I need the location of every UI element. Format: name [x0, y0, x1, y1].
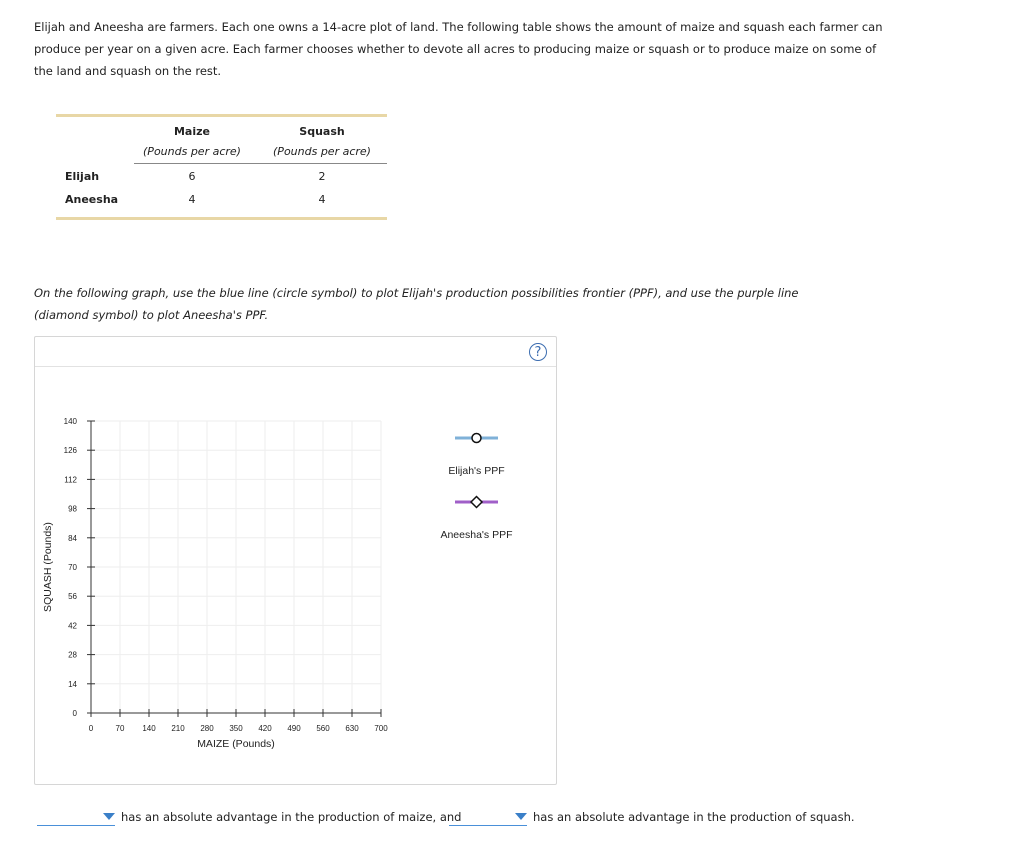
- legend-label: Aneesha's PPF: [440, 529, 513, 541]
- x-tick-label: 420: [258, 724, 272, 733]
- grid-lines: [91, 421, 381, 713]
- y-tick-label: 112: [64, 475, 77, 485]
- cell-aneesha-maize: 4: [188, 193, 196, 206]
- graph-instructions: On the following graph, use the blue line (circle symbol) to plot Elijah's production possibilities frontier (PPF), and use the purple line (diamond symbol) to plot Aneesha's PPF.: [34, 286, 799, 322]
- graph-panel: [34, 336, 557, 785]
- row-label-elijah: Elijah: [65, 170, 100, 183]
- column-header-maize: Maize: [173, 125, 210, 138]
- table-top-rule: [56, 114, 387, 117]
- legend-aneesha-ppf[interactable]: [440, 497, 512, 542]
- y-tick-label: 14: [68, 679, 77, 689]
- x-tick-label: 280: [200, 724, 214, 733]
- chevron-down-icon: [515, 813, 527, 820]
- y-tick-label: 28: [68, 650, 77, 660]
- legend: [440, 434, 512, 542]
- answer-sentence: [0, 808, 1024, 832]
- y-axis-title: SQUASH (Pounds): [42, 522, 54, 612]
- axes: [87, 421, 381, 717]
- x-tick-label: 700: [374, 724, 388, 733]
- table-bottom-rule: [56, 217, 387, 220]
- cell-elijah-maize: 6: [188, 170, 196, 183]
- diamond-marker-icon: [471, 497, 482, 508]
- x-tick-label: 70: [115, 724, 125, 733]
- x-tick-label: 140: [142, 724, 156, 733]
- x-tick-label: 560: [316, 724, 330, 733]
- y-tick-label: 42: [68, 621, 77, 631]
- cell-elijah-squash: 2: [318, 170, 326, 183]
- table-header-rule: [134, 163, 387, 164]
- circle-marker-icon: [472, 434, 481, 443]
- x-tick-label: 0: [88, 724, 94, 733]
- chevron-down-icon: [103, 813, 115, 820]
- tick-labels: [64, 417, 389, 733]
- ppf-graph[interactable]: [35, 337, 556, 784]
- column-header-squash: Squash: [299, 125, 345, 138]
- intro-paragraph: Elijah and Aneesha are farmers. Each one owns a 14-acre plot of land. The following table shows the amount of maize and squash each farmer can produce per year on a given acre. Each farmer chooses whether to devote all acres to producing maize or squash or to produce maize on some of the land and squash on the rest.: [34, 20, 883, 78]
- y-tick-label: 84: [68, 533, 77, 543]
- maize-advantage-text: has an absolute advantage in the production of maize, and: [121, 810, 462, 824]
- y-tick-label: 98: [68, 504, 77, 514]
- y-tick-label: 0: [72, 709, 77, 718]
- squash-advantage-text: has an absolute advantage in the production of squash.: [533, 810, 855, 824]
- column-unit-maize: (Pounds per acre): [143, 145, 241, 158]
- legend-label: Elijah's PPF: [448, 465, 505, 477]
- maize-advantage-dropdown[interactable]: [37, 808, 115, 826]
- cell-aneesha-squash: 4: [318, 193, 326, 206]
- legend-elijah-ppf[interactable]: [448, 434, 504, 478]
- y-tick-label: 126: [63, 446, 77, 456]
- x-tick-label: 630: [345, 724, 359, 733]
- y-tick-label: 56: [68, 592, 77, 602]
- y-tick-label: 140: [63, 417, 77, 426]
- x-tick-label: 490: [287, 724, 301, 733]
- y-tick-label: 70: [68, 563, 77, 572]
- row-label-aneesha: Aneesha: [65, 193, 119, 206]
- production-table: [56, 114, 387, 220]
- squash-advantage-dropdown[interactable]: [449, 808, 527, 826]
- x-axis-title: MAIZE (Pounds): [197, 738, 275, 750]
- column-unit-squash: (Pounds per acre): [273, 145, 371, 158]
- x-tick-label: 210: [171, 724, 185, 733]
- question-mark-icon[interactable]: ?: [529, 343, 547, 361]
- x-tick-label: 350: [229, 724, 243, 733]
